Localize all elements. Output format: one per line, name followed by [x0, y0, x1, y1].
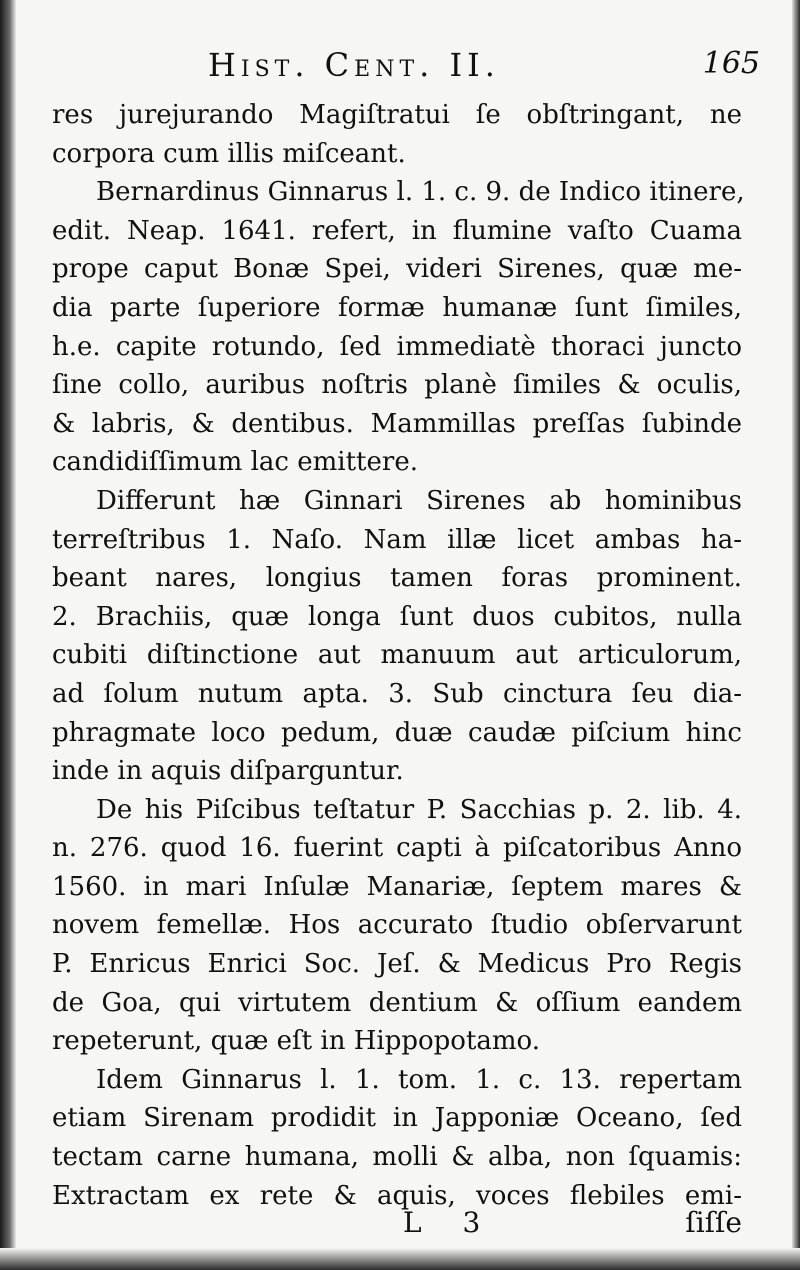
text-line: beant nares, longius tamen foras prominent. [52, 563, 742, 594]
text-line: Extractam ex rete & aquis, voces flebiles emi- [52, 1180, 742, 1211]
text-line: inde in aquis diſparguntur. [52, 756, 404, 787]
text-line: n. 276. quod 16. fuerint capti à piſcatoribus Anno [52, 833, 742, 864]
text-line: terreſtribus 1. Naſo. Nam illæ licet ambas ha- [52, 524, 742, 555]
text-line: prope caput Bonæ Spei, videri Sirenes, quæ me- [52, 254, 742, 285]
text-line: 2. Brachiis, quæ longa ſunt duos cubitos, nulla [52, 601, 742, 632]
text-line: repeterunt, quæ eſt in Hippopotamo. [52, 1026, 541, 1057]
text-line: etiam Sirenam prodidit in Japponiæ Oceano, ſed [52, 1103, 742, 1134]
running-head: Hist. Cent. II. [208, 46, 500, 84]
body-text [52, 96, 745, 1215]
page-edge-shadow [792, 0, 800, 1270]
catchword: ſiſſe [685, 1206, 742, 1239]
page-header [48, 46, 760, 94]
text-line: cubiti diſtinctione aut manuum aut articulorum, [52, 640, 742, 671]
text-line: 1560. in mari Inſulæ Manariæ, ſeptem mares & [52, 871, 742, 902]
text-line: P. Enricus Enrici Soc. Jeſ. & Medicus Pro Regis [52, 949, 742, 980]
signature-mark: L 3 [403, 1206, 497, 1239]
text-line: De his Piſcibus teſtatur P. Sacchias p. 2. lib. 4. [96, 794, 742, 825]
text-line: Bernardinus Ginnarus l. 1. c. 9. de Indico itinere, [96, 177, 745, 208]
text-line: tectam carne humana, molli & alba, non ſquamis: [52, 1142, 742, 1173]
text-line: ſine collo, auribus noſtris planè ſimiles & oculis, [52, 370, 742, 401]
text-line: Differunt hæ Ginnari Sirenes ab hominibus [96, 485, 742, 516]
page-footer [48, 1206, 760, 1250]
page-bottom-shadow [0, 1248, 800, 1270]
page-gutter-shadow [0, 0, 16, 1270]
text-line: dia parte ſuperiore formæ humanæ ſunt ſimiles, [52, 292, 742, 323]
text-line: Idem Ginnarus l. 1. tom. 1. c. 13. repertam [96, 1064, 742, 1095]
text-line: res jurejurando Magiſtratui ſe obſtringant, ne [52, 100, 742, 130]
text-line: candidiſſimum lac emittere. [52, 447, 418, 478]
page-number: 165 [702, 46, 760, 81]
text-line: edit. Neap. 1641. refert, in flumine vaſto Cuama [52, 215, 742, 246]
text-line: & labris, & dentibus. Mammillas preſſas ſubinde [52, 408, 742, 439]
text-line: de Goa, qui virtutem dentium & oſſium eandem [52, 987, 742, 1018]
text-line: novem femellæ. Hos accurato ſtudio obſervarunt [52, 910, 742, 941]
text-line: corpora cum illis miſceant. [52, 138, 406, 169]
text-line: h.e. capite rotundo, ſed immediatè thoraci juncto [52, 331, 742, 362]
text-line: ad ſolum nutum apta. 3. Sub cinctura ſeu dia- [52, 678, 742, 709]
text-line: phragmate loco pedum, duæ caudæ piſcium hinc [52, 717, 742, 748]
